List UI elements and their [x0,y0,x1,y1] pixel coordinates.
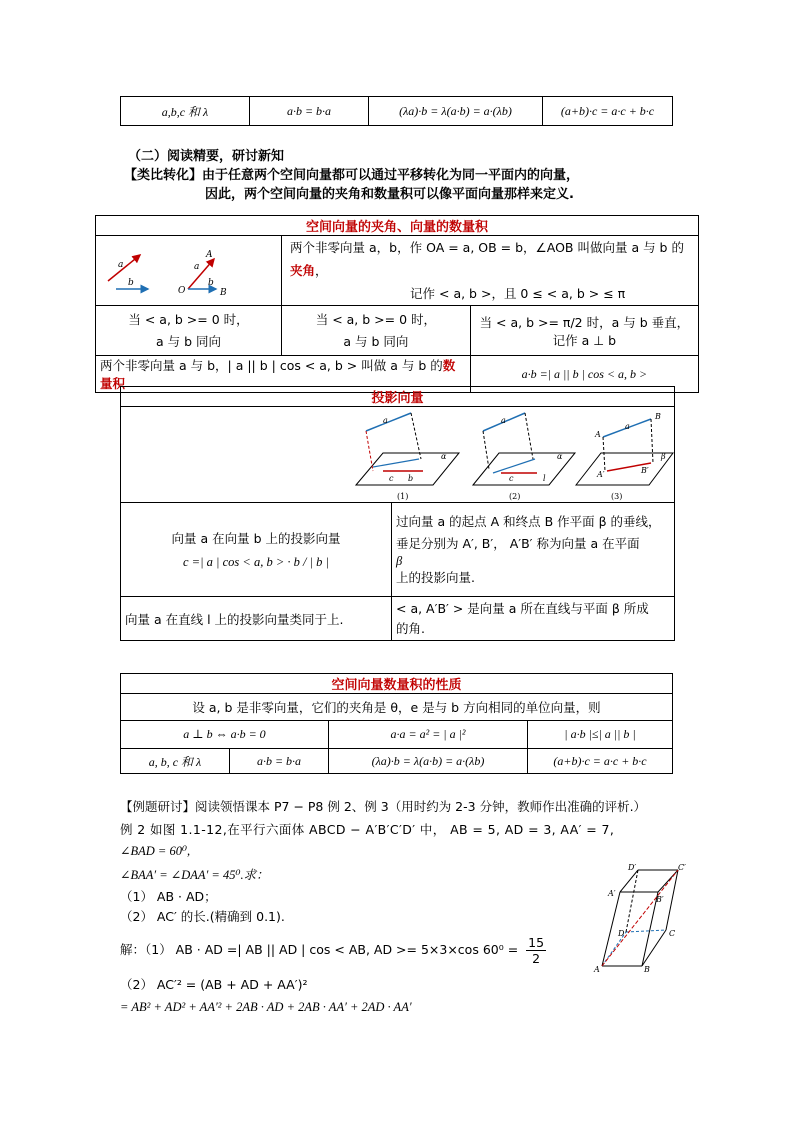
example-line-3: ∠BAA′ = ∠DAA′ = 45⁰.求： [120,868,269,882]
fraction-numerator: 15 [528,935,545,950]
projection-table-title: 投影向量 [121,387,675,407]
angle-def-line-2: 记作 < a, b >，且 0 ≤ < a, b > ≤ π [410,286,626,301]
svg-text:a: a [383,416,388,425]
dot-formula-cell: a·b =| a || b | cos < a, b > [470,356,698,393]
dot-def-term: 数量积 [100,358,456,391]
svg-text:D′: D′ [628,863,637,872]
svg-text:α: α [557,452,563,461]
property-intro: 设 a, b 是非零向量，它们的夹角是 θ，e 是与 b 方向相同的单位向量，则 [121,694,673,721]
example-line-2: ∠BAD = 60⁰, [120,844,191,858]
projection-right-line-4: 上的投影向量. [396,569,475,585]
angle-def-punct: ， [315,263,328,278]
fig-caption-2: (2) [509,492,521,501]
svg-text:l: l [543,474,546,483]
svg-text:a: a [625,422,630,431]
svg-text:B: B [644,965,650,974]
case-2-line-2: a 与 b 同向 [343,333,409,349]
top-cell-4: (a+b)·c = a·c + b·c [543,97,673,126]
example-solution-3: = AB² + AD² + AA′² + 2AB · AD + 2AB · AA′ + 2AD · AA′ [120,1000,412,1014]
svg-text:α: α [441,452,447,461]
projection-table [120,386,675,641]
top-cell-2: a·b = b·a [250,97,369,126]
example-solution-1 [120,935,546,966]
projection-left-1-cell [121,503,392,597]
angle-def-line-1 [286,236,694,282]
svg-text:c: c [389,474,394,483]
projection-left-title: 向量 a 在向量 b 上的投影向量 [171,531,341,546]
svg-text:B′: B′ [656,895,664,904]
solution-1-text: 解：（1） AB · AD =| AB || AD | cos < AB, AD >= 5×3×cos 60⁰ = [120,942,519,957]
svg-text:A′: A′ [608,889,616,898]
svg-text:A: A [594,965,600,974]
svg-text:b: b [128,277,134,288]
svg-text:C′: C′ [678,863,686,872]
analogy-label: 【类比转化】 [124,168,203,183]
svg-text:A: A [206,249,213,260]
property-vars: a, b, c 和 λ [121,749,230,774]
projection-figure-1 [356,413,459,501]
svg-text:c: c [509,474,514,483]
projection-right-line-3: β [396,553,403,568]
top-cell-1: a,b,c 和 λ [121,97,250,126]
angle-table-title: 空间向量的夹角、向量的数量积 [96,216,699,236]
projection-right-1-cell [392,503,675,597]
projection-right2-line-1: < a, A′B′ > 是向量 a 所在直线与平面 β 所成 [396,600,649,616]
property-distrib: (a+b)·c = a·c + b·c [528,749,673,774]
analogy-line-2: 因此，两个空间向量的夹角和数量积可以像平面向量那样来定义. [205,187,574,202]
example-solution-2: （2） AC′² = (AB + AD + AA′)² [120,977,308,992]
angle-def-term: 夹角 [290,263,316,278]
svg-text:B: B [220,287,227,297]
property-table [120,673,673,774]
projection-left-2-cell: 向量 a 在直线 l 上的投影向量类同于上. [121,597,392,641]
svg-text:B: B [655,412,661,421]
case-1-line-1: 当 < a, b >= 0 时， [128,311,249,327]
case-1-cell [96,306,282,356]
fig-caption-3: (3) [611,492,623,501]
property-commute: a·b = b·a [230,749,329,774]
angle-def-text: 两个非零向量 a，b，作 OA = a, OB = b，∠AOB 叫做向量 a 与 b 的 [290,240,684,255]
projection-figures [121,407,674,502]
projection-right-line-2: 垂足分别为 A′, B′， A′B′ 称为向量 a 在平面 [396,535,640,551]
projection-right-line-1: 过向量 a 的起点 A 和终点 B 作平面 β 的垂线， [396,513,661,529]
svg-text:A′: A′ [597,470,605,479]
case-1-line-2: a 与 b 同向 [156,333,222,349]
case-2-line-1: 当 < a, b >= 0 时， [315,311,437,327]
projection-right-2-cell [392,597,675,641]
projection-figure-3 [576,412,673,501]
svg-text:B′: B′ [641,466,649,475]
projection-right2-line-2: 的角. [396,620,425,636]
example-q2: （2） AC′ 的长.(精确到 0.1). [120,909,285,924]
projection-left-formula: c =| a | cos < a, b > · b / | b | [183,555,329,569]
dot-def-text: 两个非零向量 a 与 b，| a || b | cos < a, b > 叫做 a 与 b 的 [100,358,443,373]
projection-figures-cell [121,407,675,503]
svg-text:a: a [501,416,506,425]
property-cauchy: | a·b |≤| a || b | [528,721,673,749]
case-3-cell: 当 < a, b >= π/2 时，a 与 b 垂直，记作 a ⊥ b [470,306,698,356]
example-q1: （1） AB · AD； [120,889,217,904]
angle-figure [96,245,236,297]
svg-text:O: O [178,285,186,296]
projection-figure-2 [473,413,575,501]
angle-definition-cell [282,236,699,306]
angle-table [95,215,699,393]
section-title: （二）阅读精要，研讨新知 [128,149,285,164]
example-header: 【例题研讨】阅读领悟课本 P7 − P8 例 2、例 3（用时约为 2-3 分钟，教师作出准确的评析.） [120,799,647,814]
fig-caption-1: (1) [397,492,409,501]
top-cell-3: (λa)·b = λ(a·b) = a·(λb) [369,97,543,126]
property-perp: a ⊥ b ⇔ a·b = 0 [121,721,329,749]
fraction-denominator: 2 [532,951,541,966]
svg-text:A: A [595,430,601,439]
example-line-1: 例 2 如图 1.1-12,在平行六面体 ABCD − A′B′C′D′ 中， AB = 5, AD = 3, AA′ = 7, [120,822,615,837]
svg-text:C: C [669,929,676,938]
svg-text:a: a [118,259,124,270]
svg-text:b: b [208,277,214,288]
svg-text:a: a [194,261,200,272]
svg-text:β: β [661,452,666,461]
case-2-cell [282,306,471,356]
angle-figure-cell [96,236,282,306]
analogy-text-1: 由于任意两个空间向量都可以通过平移转化为同一平面内的向量， [202,168,580,183]
property-table-title: 空间向量数量积的性质 [121,674,673,694]
parallelepiped-figure [590,860,690,978]
analogy-line-1 [124,164,579,183]
top-property-table [120,96,673,126]
svg-text:D: D [618,929,625,938]
svg-text:b: b [408,474,414,483]
property-square: a·a = a² = | a |² [329,721,528,749]
property-scalar: (λa)·b = λ(a·b) = a·(λb) [329,749,528,774]
solution-1-fraction [526,935,546,966]
